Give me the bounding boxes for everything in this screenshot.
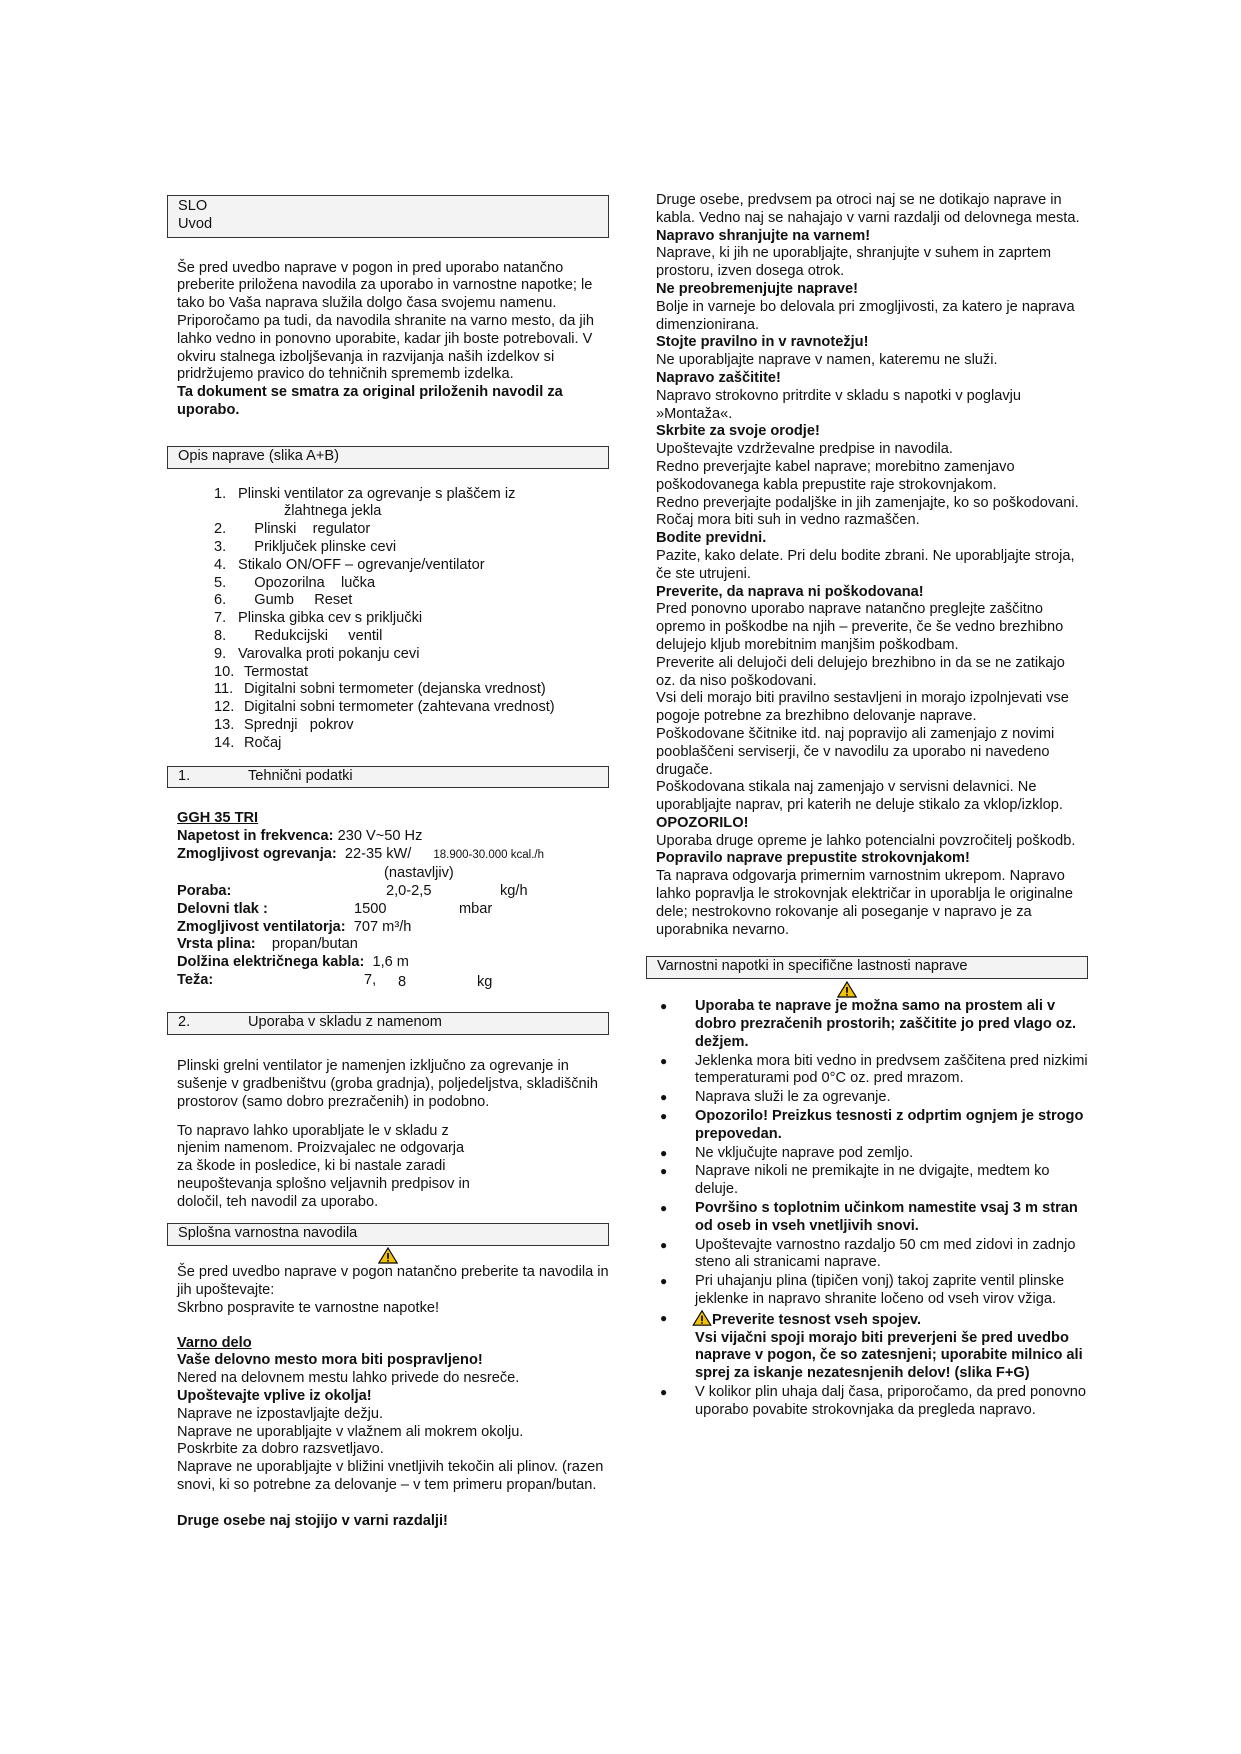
general-safety-heading: Splošna varnostna navodila — [178, 1225, 358, 1242]
safety-text: Redno preverjajte kabel naprave; morebitno zamenjavo poškodovanega kabla prepustite raje strokovnjakom. — [656, 458, 1015, 493]
safety-rule: Napravo shranjujte na varnem! — [656, 227, 871, 244]
intro-text: Še pred uvedbo naprave v pogon in pred uporabo natančno preberite priložena navodila za uporabo in varnostne napotke; le tako bo Vaša naprava služila dolgo časa svojemu namenu. Priporočamo pa tudi, da navodila shranite na varno mesto, da jih lahko vedno in ponovno uporabite, kadar jih boste potrebovali. V okviru stalnega izboljševanja in razvijanja naših izdelkov si pridržujemo pravico do tehničnih sprememb izdelka. — [177, 259, 594, 383]
device-safety-heading: Varnostni napotki in specifične lastnosti naprave — [657, 958, 968, 975]
safe-work-rule-3: Druge osebe naj stojijo v varni razdalji! — [177, 1512, 448, 1529]
technical-heading: Tehnični podatki — [248, 767, 353, 784]
safe-work-rule-2: Upoštevajte vplive iz okolja! — [177, 1388, 372, 1405]
list-item: ● Naprave nikoli ne premikajte in ne dvigajte, medtem ko deluje. — [660, 1163, 1050, 1198]
technical-heading-number: 1. — [178, 767, 191, 784]
general-safety-keep: Skrbno pospravite te varnostne napotke! — [177, 1299, 440, 1316]
section-header-general-safety — [167, 1223, 609, 1246]
intended-use-text-2: To napravo lahko uporabljate le v skladu z njenim namenom. Proizvajalec ne odgovarja za škode in posledice, ki bi nastale zaradi neupoštevanja splošno veljavnih predpisov in določil, teh navodil za uporabo. — [177, 1122, 470, 1210]
intro-bold-text: Ta dokument se smatra za original priloženih navodil za uporabo. — [177, 384, 563, 418]
spec-heating: Zmogljivost ogrevanja: 22-35 kW/ 18.900-30.000 kcal./h — [177, 845, 544, 862]
list-item: ● Preverite tesnost vseh spojev. Vsi vijačni spoji morajo biti preverjeni še pred uvedbo naprave v pogon, če so zatesnjeni; uporabite milnico ali sprej za iskanje nezatesnjenih delov! (slika F+G) — [660, 1310, 1083, 1382]
safe-work-text: Naprave ne izpostavljajte dežju. — [177, 1405, 384, 1422]
safety-rule: Bodite previdni. — [656, 530, 767, 547]
parts-list-item: 3. Priključek plinske cevi — [214, 538, 397, 555]
spec-weight: Teža: 7, 8 kg — [177, 971, 493, 990]
parts-list-item: 10. Termostat — [214, 663, 309, 680]
list-item: ● Opozorilo! Preizkus tesnosti z odprtim ognjem je strogo prepovedan. — [660, 1108, 1084, 1142]
section-header-intro — [167, 195, 609, 238]
intro-block — [167, 260, 609, 420]
spec-fan: Zmogljivost ventilatorja: 707 m³/h — [177, 918, 412, 935]
safety-text: Uporaba druge opreme je lahko potencialni povzročitelj poškodb. — [656, 832, 1076, 849]
intended-use-block — [167, 1058, 609, 1211]
parts-list-item: 8. Redukcijski ventil — [214, 627, 383, 644]
parts-list-item: 4. Stikalo ON/OFF – ogrevanje/ventilator — [214, 556, 485, 573]
parts-list-item: 14. Ročaj — [214, 734, 282, 751]
leak-check-title: Preverite tesnost vseh spojev. — [712, 1311, 922, 1328]
parts-list-item: 2. Plinski regulator — [214, 521, 371, 538]
safety-text: Naprave, ki jih ne uporabljajte, shranjujte v suhem in zaprtem prostoru, izven dosega otrok. — [656, 245, 1052, 280]
model-name: GGH 35 TRI — [177, 810, 259, 827]
parts-list-item: 6. Gumb Reset — [214, 592, 353, 609]
safe-work-text: Poskrbite za dobro razsvetljavo. — [177, 1441, 384, 1458]
safety-rule: Skrbite za svoje orodje! — [656, 423, 820, 440]
right-column — [656, 192, 1088, 1421]
parts-list — [167, 486, 609, 753]
spec-voltage: Napetost in frekvenca: 230 V~50 Hz — [177, 828, 423, 845]
safe-work-text: Naprave ne uporabljajte v bližini vnetljivih tekočin ali plinov. (razen snovi, ki so potrebne za delovanje – v tem primeru propan/butan. — [177, 1459, 604, 1494]
safety-text: Ta naprava odgovarja primernim varnostnim ukrepom. Napravo lahko popravlja le strokovnjak električar in uporablja le originalne dele; nestrokovno rokovanje ali poseganje v napravo je za uporabnika nevarno. — [656, 868, 1073, 938]
parts-list-item: 11. Digitalni sobni termometer (dejanska vrednost) — [214, 681, 546, 698]
warning-label: OPOZORILO! — [656, 814, 749, 831]
leak-check-text: Vsi vijačni spoji morajo biti preverjeni še pred uvedbo naprave v pogon, če so zatesnjeni; uporabite milnico ali sprej za iskanje nezatesnjenih delov! (slika F+G) — [695, 1329, 1083, 1382]
description-heading: Opis naprave (slika A+B) — [178, 447, 340, 464]
list-item: ● Površino s toplotnim učinkom namestite vsaj 3 m stran od oseb in vseh vnetljivih snovi. — [660, 1200, 1078, 1234]
safety-text: Pred ponovno uporabo naprave natančno preglejte zaščitno opremo in poškodbe na njih – preverite, če še vedno brezhibno delujejo kljub morebitnim manjšim poškodbam. — [656, 601, 1064, 653]
safety-text: Vsi deli morajo biti pravilno sestavljeni in morajo izpolnjevati vse pogoje potrebne za brezhibno delovanje naprave. — [656, 690, 1069, 725]
list-item: ● Pri uhajanju plina (tipičen vonj) takoj zaprite ventil plinske jeklenke in napravo shranite ločeno od vseh virov vžiga. — [660, 1273, 1065, 1308]
spec-consumption: Poraba: 2,0-2,5 kg/h — [177, 882, 528, 899]
safety-text: Redno preverjajte podaljške in jih zamenjajte, ko so poškodovani. Ročaj mora biti suh in vedno razmaščen. — [656, 494, 1079, 529]
language-code: SLO — [178, 198, 208, 214]
list-item: ● V kolikor plin uhaja dalj časa, priporočamo, da pred ponovno uporabo povabite strokovnjaka da pregleda napravo. — [660, 1384, 1087, 1418]
parts-list-item: 12. Digitalni sobni termometer (zahtevana vrednost) — [214, 699, 555, 716]
safety-rule: Ne preobremenjujte naprave! — [656, 280, 858, 297]
list-item: ● Jeklenka mora biti vedno in predvsem zaščitena pred nizkimi temperaturami pod 0°C oz. pred mrazom. — [660, 1052, 1088, 1087]
spec-heating-note: (nastavljiv) — [384, 864, 454, 881]
safety-rule: Stojte pravilno in v ravnotežju! — [656, 334, 869, 351]
safety-text: Poškodovane ščitnike itd. naj popravijo ali zamenjajo z novimi pooblaščeni serviserji, če v navodilu za uporabo ni navedeno drugače. — [656, 725, 1055, 778]
section-header-technical — [167, 766, 609, 789]
section-header-description — [167, 446, 609, 469]
section-header-intended-use — [167, 1012, 609, 1035]
safety-rule: Napravo zaščitite! — [656, 369, 781, 386]
safety-text: Upoštevajte vzdrževalne predpise in navodila. — [656, 441, 953, 458]
safety-text: Ne uporabljajte naprave v namen, kateremu ne služi. — [656, 352, 998, 369]
safety-text: Napravo strokovno pritrdite v skladu s napotki v poglavju »Montaža«. — [656, 387, 1022, 422]
safe-work-rule-1: Vaše delovno mesto mora biti pospravljeno! — [177, 1352, 483, 1369]
parts-list-item: 7. Plinska gibka cev s priključki — [214, 610, 423, 627]
warning-triangle-icon — [606, 981, 1088, 998]
parts-list-item: 13. Sprednji pokrov — [214, 716, 354, 733]
safety-rule: Preverite, da naprava ni poškodovana! — [656, 583, 924, 600]
technical-specs — [167, 810, 609, 996]
safe-work-text: Naprave ne uporabljajte v vlažnem ali mokrem okolju. — [177, 1423, 524, 1440]
warning-triangle-icon — [692, 1312, 712, 1328]
warning-triangle-icon — [167, 1247, 609, 1264]
spec-pressure: Delovni tlak : 1500 mbar — [177, 900, 493, 917]
intended-use-text-1: Plinski grelni ventilator je namenjen izključno za ogrevanje in sušenje v gradbeništvu (groba gradnja), poljedeljstva, skladiščnih prostorov (samo dobro prezračenih) in podobno. — [177, 1058, 599, 1110]
list-item: ● Upoštevajte varnostno razdaljo 50 cm med zidovi in zadnjo steno ali stranicami naprave. — [660, 1236, 1076, 1271]
parts-list-item: 9. Varovalka proti pokanju cevi — [214, 645, 420, 662]
device-safety-list — [656, 998, 1088, 1419]
general-safety-block — [167, 1264, 609, 1530]
intro-heading: Uvod — [178, 215, 213, 232]
safety-text: Poškodovana stikala naj zamenjajo v servisni delavnici. Ne uporabljajte naprav, pri katerih ne deluje stikalo za vklop/izklop. — [656, 779, 1063, 814]
list-item: ● Uporaba te naprave je možna samo na prostem ali v dobro prezračenih prostorih; zaščitite jo pred vlago oz. dežjem. — [660, 998, 1077, 1050]
safety-rule: Popravilo naprave prepustite strokovnjakom! — [656, 850, 970, 867]
spec-cable: Dolžina električnega kabla: 1,6 m — [177, 954, 409, 971]
safe-work-text: Nered na delovnem mestu lahko privede do nesreče. — [177, 1370, 520, 1387]
list-item: ● Naprava služi le za ogrevanje. — [660, 1089, 891, 1106]
parts-list-item: 5. Opozorilna lučka — [214, 574, 376, 591]
safety-text: Druge osebe, predvsem pa otroci naj se ne dotikajo naprave in kabla. Vedno naj se nahajajo v varni razdalji od delovnega mesta. — [656, 192, 1080, 226]
section-header-device-safety — [646, 956, 1088, 979]
intended-use-heading-number: 2. — [178, 1014, 191, 1031]
list-item: ● Ne vključujte naprave pod zemljo. — [660, 1144, 914, 1161]
safety-text: Preverite ali delujoči deli delujejo brezhibno in da se ne zatikajo oz. da niso poškodovani. — [656, 654, 1065, 689]
spec-gas: Vrsta plina: propan/butan — [177, 936, 358, 953]
parts-list-item: 1. Plinski ventilator za ogrevanje s plaščem iz žlahtnega jekla — [214, 485, 516, 520]
safety-text: Bolje in varneje bo delovala pri zmogljivosti, za katero je naprava dimenzionirana. — [656, 298, 1075, 333]
safety-continued — [656, 192, 1088, 939]
intended-use-heading: Uporaba v skladu z namenom — [248, 1014, 442, 1031]
safety-text: Pazite, kako delate. Pri delu bodite zbrani. Ne uporabljajte stroja, če ste utrujeni. — [656, 547, 1075, 582]
left-column — [167, 195, 609, 1531]
general-safety-text: Še pred uvedbo naprave v pogon natančno preberite ta navodila in jih upoštevajte: — [177, 1264, 609, 1299]
safe-work-heading: Varno delo — [177, 1334, 252, 1351]
